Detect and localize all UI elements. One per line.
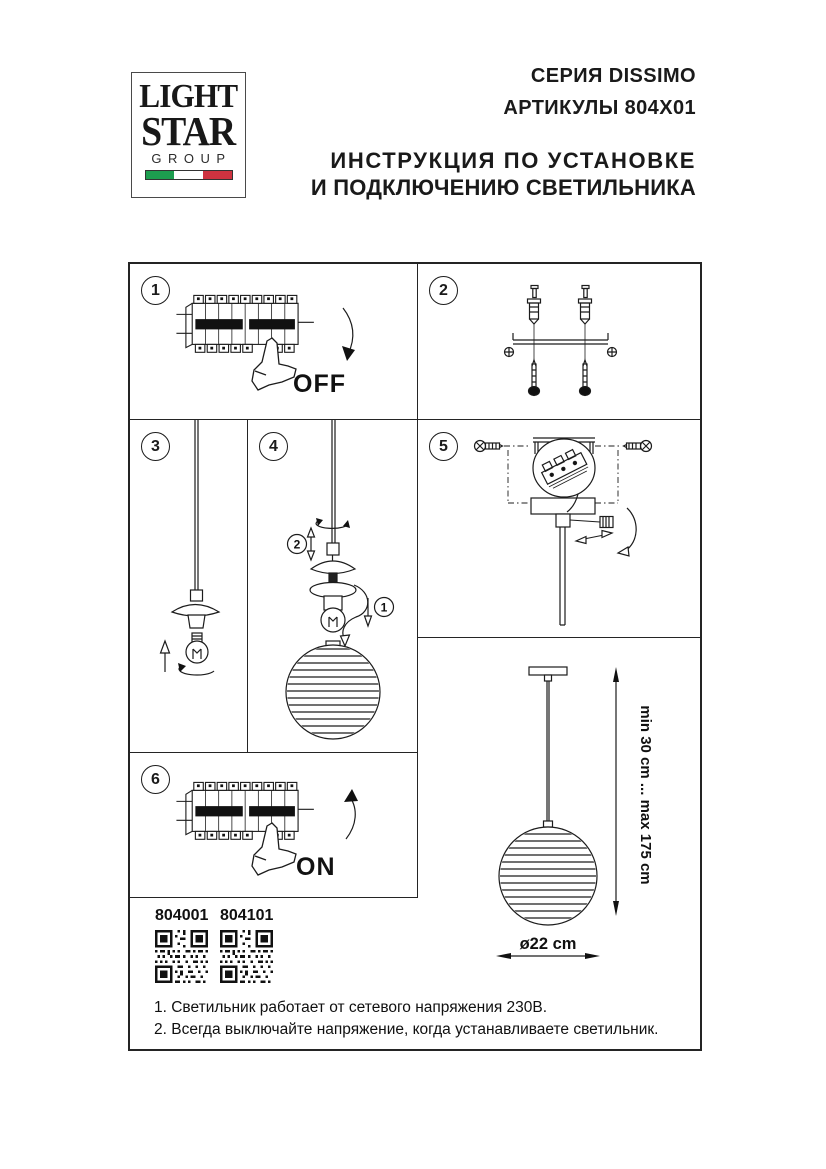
step-panel-2	[418, 264, 700, 420]
ribbed-globe-icon	[284, 641, 382, 739]
slide-arrow-icon	[576, 531, 612, 544]
qr-code-icon	[220, 930, 273, 983]
step-number-badge	[429, 276, 458, 305]
set-screw-icon	[600, 517, 613, 528]
light-bulb-icon	[321, 608, 345, 632]
logo-star-text: STAR	[141, 107, 236, 154]
cord-icon	[195, 420, 198, 590]
ribbed-globe-icon	[497, 827, 599, 925]
step-number: 5	[439, 437, 448, 455]
cord-icon	[332, 420, 335, 543]
logo-light-text: LIGHT	[139, 78, 238, 115]
screw-icon	[475, 441, 503, 452]
ceiling-plate-icon	[529, 667, 567, 675]
arrow-down-icon	[342, 346, 355, 361]
step-panel-4	[248, 420, 418, 753]
step-number: 3	[151, 437, 160, 455]
circuit-breaker-off-icon	[130, 264, 416, 418]
wall-anchor-bracket-icon	[418, 264, 698, 418]
safety-notes	[154, 997, 658, 1041]
light-bulb-icon	[186, 633, 208, 663]
mounting-bracket-icon	[505, 333, 617, 357]
lightstar-logo	[131, 72, 246, 198]
rod-icon	[560, 527, 565, 625]
pendant-shade-bulb-icon	[130, 420, 246, 751]
canopy-plate-icon	[531, 498, 595, 514]
series-title: СЕРИЯ DISSIMO	[530, 65, 696, 87]
logo-group-text: GROUP	[151, 151, 232, 167]
instruction-title-line1: ИНСТРУКЦИЯ ПО УСТАНОВКЕ	[330, 148, 696, 173]
instruction-title-line2: И ПОДКЛЮЧЕНИЮ СВЕТИЛЬНИКА	[310, 175, 696, 200]
step-number-badge	[259, 432, 288, 461]
breaker-off-label: OFF	[293, 370, 346, 398]
svg-text:2: 2	[293, 537, 301, 552]
step-number-badge	[429, 432, 458, 461]
qr-code-icon	[155, 930, 208, 983]
instruction-grid	[128, 262, 702, 1051]
articles-title: АРТИКУЛЫ 804X01	[503, 97, 696, 119]
step-panel-3	[130, 420, 248, 753]
step-number: 2	[439, 281, 448, 299]
globe-assembly-icon	[248, 420, 416, 751]
wall-anchor-icon	[528, 286, 541, 361]
step-panel-6	[130, 753, 418, 898]
height-range-label: min 30 cm ... max 175 cm	[637, 705, 654, 885]
circuit-breaker-on-icon	[130, 753, 416, 896]
article-number: 804101	[220, 907, 274, 924]
cord-lock-icon	[556, 514, 570, 527]
note-line: 1. Светильник работает от сетевого напряжения 230В.	[154, 999, 548, 1016]
screw-icon	[624, 441, 652, 452]
height-dimension-arrow	[613, 667, 619, 916]
step-number: 1	[151, 281, 160, 299]
step-number-badge	[141, 432, 170, 461]
step-panel-1	[130, 264, 418, 420]
note-line: 2. Всегда выключайте напряжение, когда устанавливаете светильник.	[154, 1021, 659, 1038]
svg-text:1: 1	[380, 600, 388, 615]
step-panel-5	[418, 420, 700, 638]
arrow-up-down-icon	[308, 528, 315, 560]
arrow-up-icon	[344, 789, 358, 802]
step-number-badge	[141, 765, 170, 794]
upper-disc-icon	[311, 561, 355, 574]
rotate-arrow-icon	[618, 508, 636, 556]
diameter-label: ø22 cm	[519, 935, 577, 953]
header	[300, 60, 696, 201]
shade-disc-icon	[172, 605, 219, 617]
breaker-on-label: ON	[296, 853, 336, 881]
diameter-dimension-arrow	[496, 953, 600, 959]
arrow-down-icon	[365, 598, 372, 626]
substep-1-marker	[375, 598, 394, 617]
step-number-badge	[141, 276, 170, 305]
mounting-screw-icon	[529, 360, 540, 396]
arrow-up-icon	[161, 641, 170, 672]
lower-disc-icon	[310, 583, 356, 598]
article-number: 804001	[155, 907, 209, 924]
rotate-arrow-icon	[316, 518, 350, 528]
step-number: 6	[151, 770, 160, 788]
italian-flag-bar	[145, 170, 233, 180]
dimension-drawing	[417, 638, 700, 1048]
canopy-mounting-icon	[418, 420, 698, 636]
step-number: 4	[269, 437, 278, 455]
wall-anchor-icon	[579, 286, 592, 361]
mounting-screw-icon	[580, 360, 591, 396]
rotate-arrow-icon	[178, 663, 214, 675]
substep-2-marker	[288, 535, 307, 554]
cord-icon	[547, 681, 549, 821]
